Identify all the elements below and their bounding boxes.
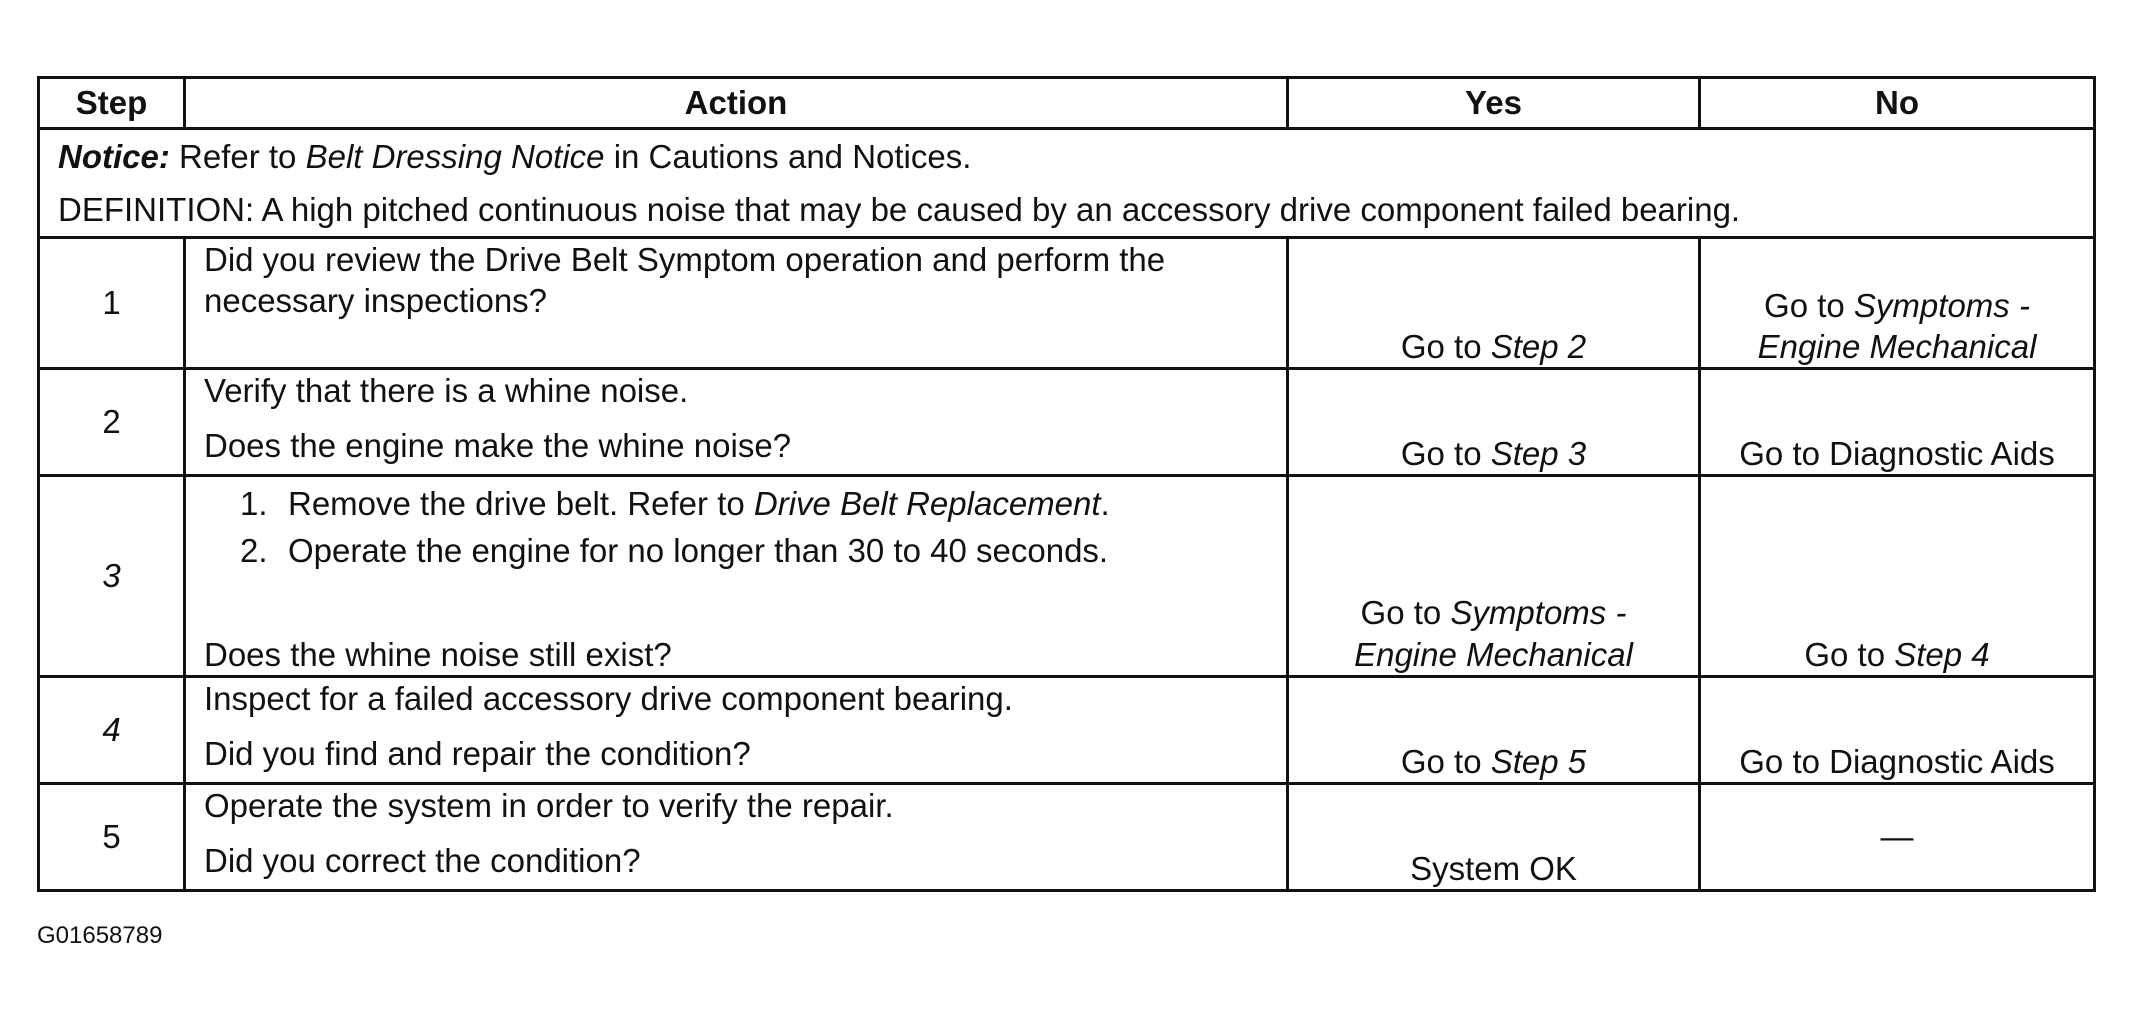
yes-cell <box>1288 476 1700 677</box>
no-ref: Symptoms - Engine Mechanical <box>1757 286 2037 365</box>
table-row <box>39 238 2095 369</box>
action-text: Inspect for a failed accessory drive component bearing. <box>204 679 1013 717</box>
yes-prefix: Go to <box>1400 742 1491 780</box>
action-cell <box>185 783 1288 890</box>
header-action: Action <box>185 78 1288 129</box>
step-number: 2 <box>39 369 185 476</box>
action-cell <box>185 676 1288 783</box>
no-cell: Go to Diagnostic Aids <box>1700 369 2095 476</box>
yes-cell <box>1288 676 1700 783</box>
action-question: Does the whine noise still exist? <box>204 635 672 673</box>
no-cell: Go to Diagnostic Aids <box>1700 676 2095 783</box>
header-row <box>39 78 2095 129</box>
yes-ref: Step 5 <box>1490 742 1587 780</box>
table-row <box>39 476 2095 677</box>
action-question: Does the engine make the whine noise? <box>204 427 792 465</box>
no-prefix: Go to <box>1764 286 1854 324</box>
action-question: Did you find and repair the condition? <box>204 735 751 772</box>
notice-label: Notice: <box>58 138 170 175</box>
notice-text-pre: Refer to <box>169 138 306 175</box>
no-prefix: Go to <box>1804 635 1895 673</box>
list-item <box>204 530 1268 571</box>
no-cell: — <box>1700 783 2095 890</box>
yes-ref: Step 2 <box>1490 327 1587 365</box>
yes-cell <box>1288 369 1700 476</box>
yes-ref: Symptoms - Engine Mechanical <box>1354 594 1633 673</box>
notice-line <box>58 130 2075 183</box>
notice-ref: Belt Dressing Notice <box>305 138 605 175</box>
no-cell <box>1700 476 2095 677</box>
figure-id: G01658789 <box>37 922 163 949</box>
list-number: 1. <box>240 485 268 522</box>
list-ref: Drive Belt Replacement <box>753 485 1101 522</box>
header-yes: Yes <box>1288 78 1700 129</box>
table-row <box>39 783 2095 890</box>
action-cell <box>185 238 1288 369</box>
list-text: Remove the drive belt. Refer to <box>288 485 754 522</box>
yes-ref: Step 3 <box>1490 434 1587 472</box>
yes-cell <box>1288 238 1700 369</box>
header-step: Step <box>39 78 185 129</box>
yes-prefix: Go to <box>1400 327 1491 365</box>
no-cell <box>1700 238 2095 369</box>
yes-cell: System OK <box>1288 783 1700 890</box>
step-number: 5 <box>39 783 185 890</box>
diagnostic-table <box>37 76 2096 892</box>
action-text: Did you review the Drive Belt Symptom operation and perform the necessary inspections? <box>204 241 1166 320</box>
yes-prefix: Go to <box>1400 434 1491 472</box>
step-number: 3 <box>39 476 185 677</box>
action-cell <box>185 476 1288 677</box>
definition-line: DEFINITION: A high pitched continuous noise that may be caused by an accessory drive component failed bearing. <box>58 191 1741 228</box>
step-number: 1 <box>39 238 185 369</box>
no-ref: Step 4 <box>1894 635 1990 673</box>
list-item <box>204 483 1268 524</box>
table-row <box>39 676 2095 783</box>
list-number: 2. <box>240 532 268 570</box>
table-row <box>39 369 2095 476</box>
list-text: Operate the engine for no longer than 30 to 40 seconds. <box>288 532 1109 570</box>
action-text: Verify that there is a whine noise. <box>204 372 689 409</box>
notice-row <box>39 129 2095 238</box>
action-question: Did you correct the condition? <box>204 842 641 879</box>
action-text: Operate the system in order to verify the repair. <box>204 786 894 824</box>
notice-cell <box>39 129 2095 238</box>
notice-text-post: in Cautions and Notices. <box>604 138 972 175</box>
step-number: 4 <box>39 676 185 783</box>
header-no: No <box>1700 78 2095 129</box>
list-text-post: . <box>1100 485 1110 522</box>
yes-prefix: Go to <box>1360 594 1451 632</box>
action-cell <box>185 369 1288 476</box>
